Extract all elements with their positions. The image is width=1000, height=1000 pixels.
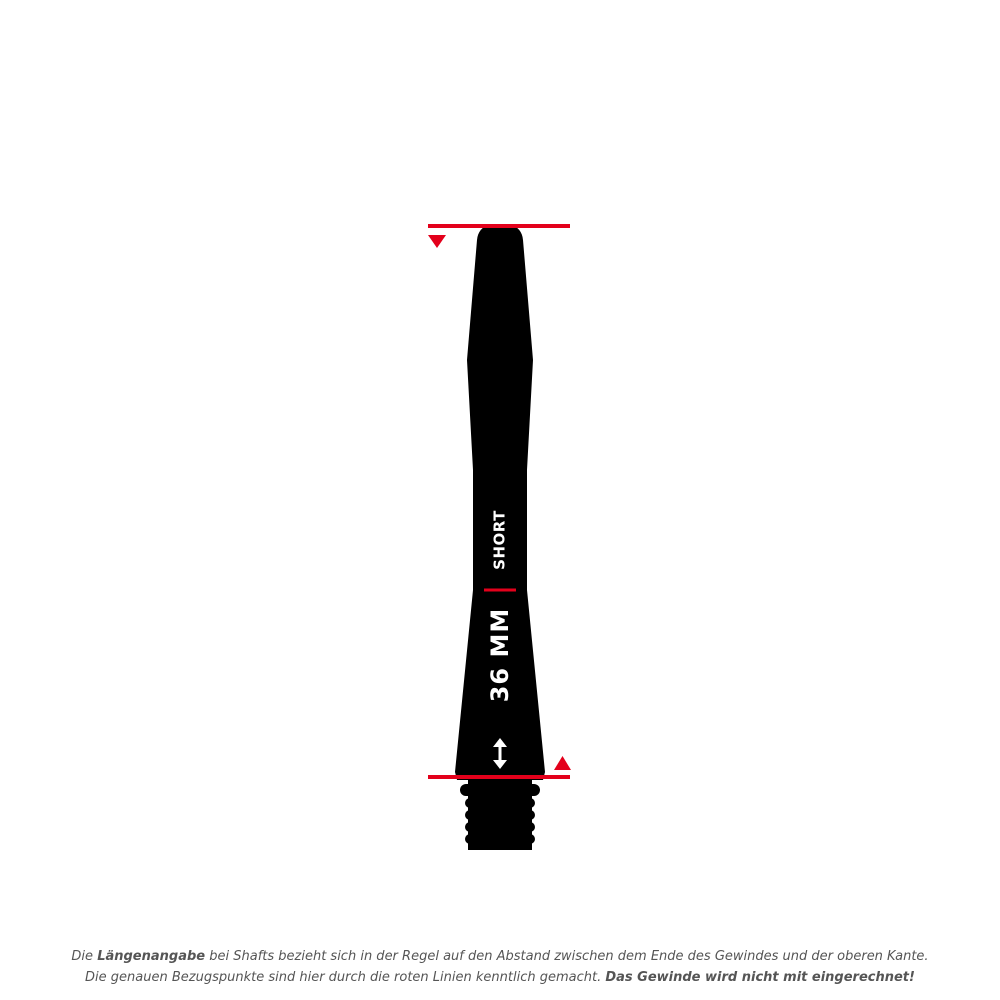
shaft-thread — [460, 778, 540, 850]
caption-line-1 — [0, 946, 1000, 967]
caption-emphasis: Das Gewinde wird nicht mit eingerechnet! — [605, 970, 915, 985]
caption-text: Die — [71, 949, 98, 964]
down-triangle-icon — [428, 235, 446, 248]
up-triangle-icon — [554, 756, 571, 770]
caption-text: Die genauen Bezugspunkte sind hier durch die roten Linien kenntlich gemacht. — [85, 970, 606, 985]
shaft-length-label: 36 MM — [486, 607, 514, 703]
caption-line-2 — [0, 967, 1000, 988]
caption-text: bei Shafts bezieht sich in der Regel auf den Abstand zwischen dem Ende des Gewindes und der oberen Kante. — [205, 949, 929, 964]
caption — [0, 946, 1000, 988]
caption-emphasis: Längenangabe — [97, 949, 206, 964]
shaft-type-label: SHORT — [490, 510, 509, 570]
